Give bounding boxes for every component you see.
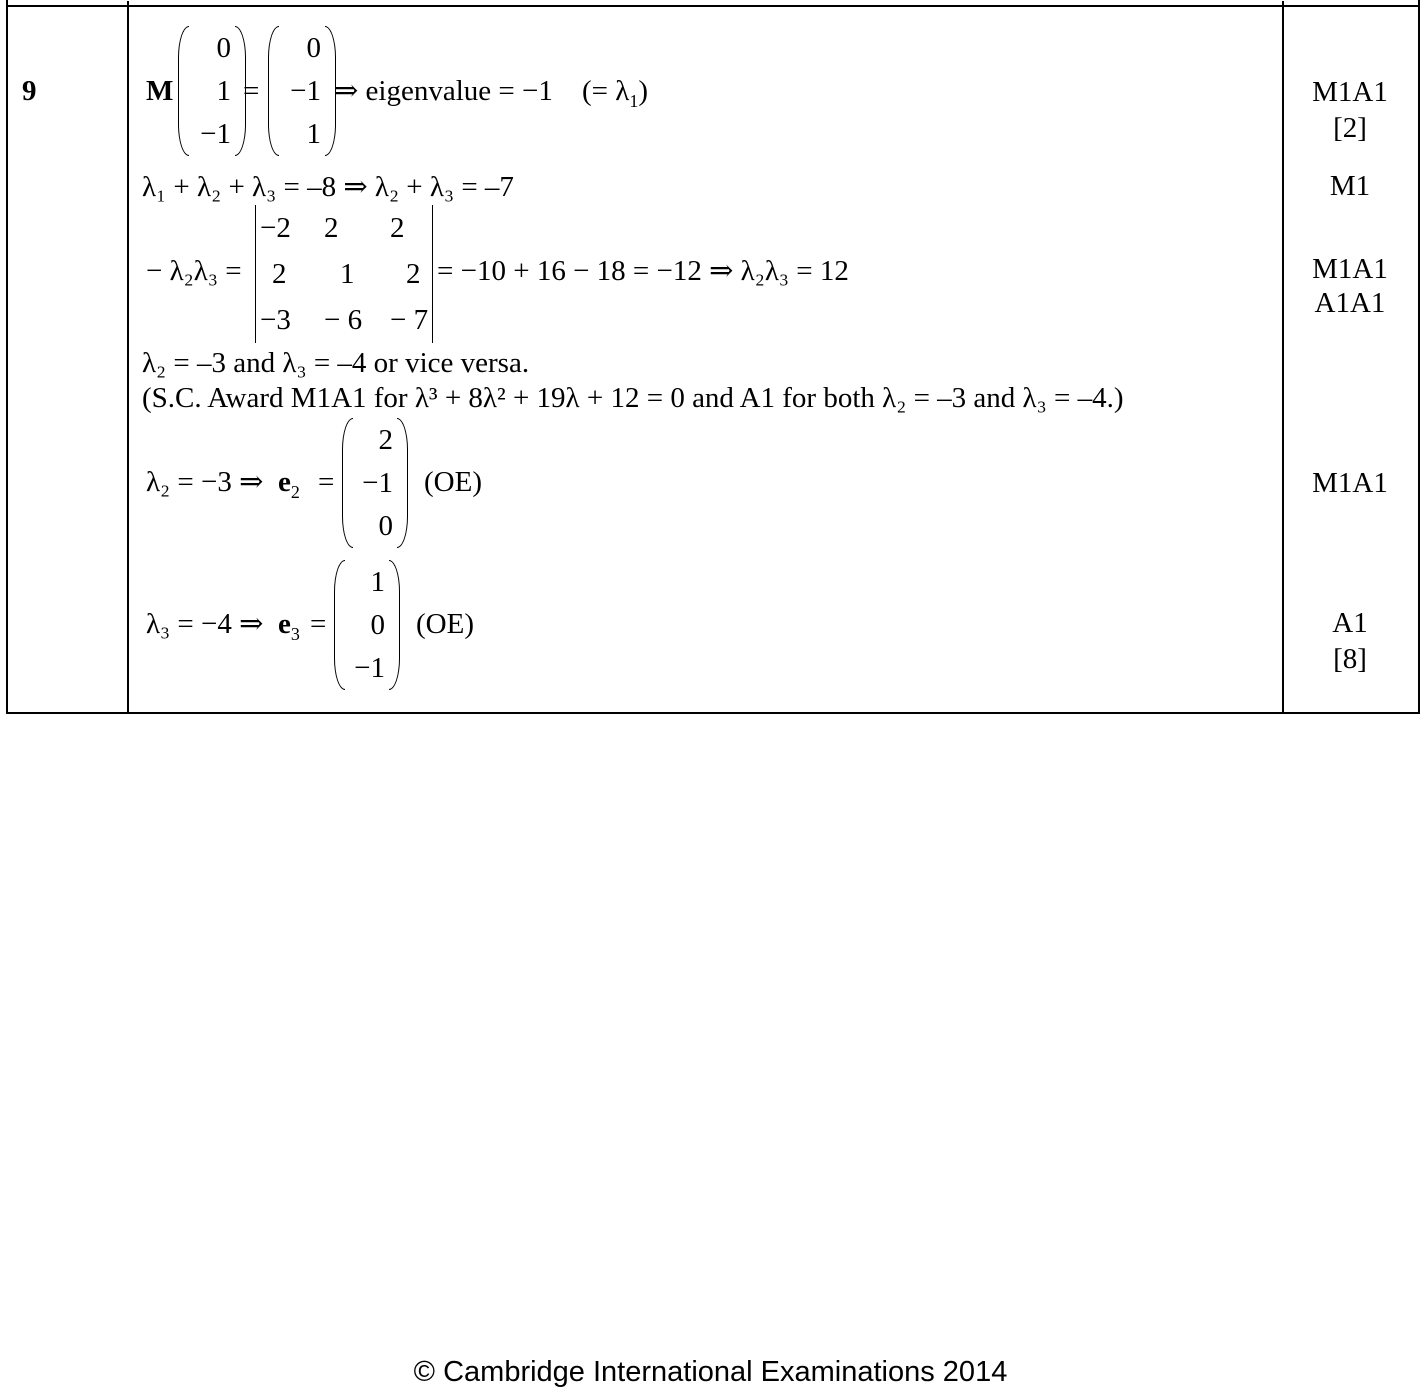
vector-entry: 0 (306, 32, 321, 64)
mark-total: [2] (1333, 112, 1367, 144)
det-entry: 1 (340, 257, 355, 290)
vector-entry: −1 (354, 652, 385, 684)
column-divider (1418, 0, 1420, 6)
vector-entry: 0 (378, 510, 393, 542)
mark: M1A1 (1312, 467, 1388, 499)
eigenvector-e3 (334, 560, 400, 690)
det-entry: 2 (390, 211, 405, 244)
vector-entry: −1 (362, 467, 393, 499)
e3-label: $e_3$ (278, 608, 300, 644)
question-number: 9 (22, 75, 37, 107)
oe-note: (OE) (424, 466, 482, 498)
det-entry: −3 (260, 303, 291, 336)
matrix-m-label: M (146, 75, 174, 107)
vector-entry: 0 (216, 32, 231, 64)
eigenvector-e2 (342, 418, 408, 548)
input-vector (178, 26, 246, 156)
equals-sign: = (310, 608, 327, 640)
determinant-rhs: = −10 + 16 − 18 = −12 ⇒ λ₂λ₃ = 12 (437, 255, 849, 287)
lambda1-note: (= $\lambda_1$) (582, 75, 648, 111)
vector-entry: 2 (378, 424, 393, 456)
copyright-footer: © Cambridge International Examinations 2014 (413, 1356, 1008, 1388)
mark: A1 (1332, 607, 1368, 639)
e3-condition: λ₃ = −4 ⇒ (146, 608, 264, 640)
determinant-matrix (255, 205, 433, 343)
output-vector (268, 26, 336, 156)
vector-entry: 1 (216, 75, 231, 107)
determinant-lhs: − λ₂λ₃ = (146, 255, 242, 287)
mark: M1 (1329, 170, 1371, 202)
vector-entry: 1 (370, 566, 385, 598)
det-entry: 2 (272, 257, 287, 290)
vector-entry: −1 (290, 75, 321, 107)
special-case-note: (S.C. Award M1A1 for λ³ + 8λ² + 19λ + 12 = 0 and A1 for both λ₂ = –3 and λ₃ = –4.) (142, 382, 1124, 414)
det-entry: − 7 (390, 303, 429, 336)
mark: M1A1 (1312, 76, 1388, 108)
det-entry: 2 (324, 211, 339, 244)
oe-note: (OE) (416, 608, 474, 640)
vector-entry: −1 (200, 118, 231, 150)
eigenvalue-statement: ⇒ eigenvalue = −1 (334, 75, 553, 107)
trace-equation: λ₁ + λ₂ + λ₃ = –8 ⇒ λ₂ + λ₃ = –7 (142, 171, 514, 203)
det-entry: −2 (260, 211, 291, 244)
mark: M1A1 (1312, 253, 1388, 285)
column-divider (6, 0, 8, 6)
equals-sign: = (318, 466, 335, 498)
mark-total: [8] (1333, 643, 1367, 675)
mark: A1A1 (1314, 287, 1386, 319)
vector-entry: 1 (306, 118, 321, 150)
column-divider (127, 1, 129, 712)
equals-sign: = (243, 75, 260, 107)
eigenvalues-result: λ₂ = –3 and λ₃ = –4 or vice versa. (142, 347, 530, 379)
e2-condition: λ₂ = −3 ⇒ (146, 466, 264, 498)
det-entry: − 6 (324, 303, 363, 336)
vector-entry: 0 (370, 609, 385, 641)
e2-label: $e_2$ (278, 466, 300, 502)
det-entry: 2 (406, 257, 421, 290)
